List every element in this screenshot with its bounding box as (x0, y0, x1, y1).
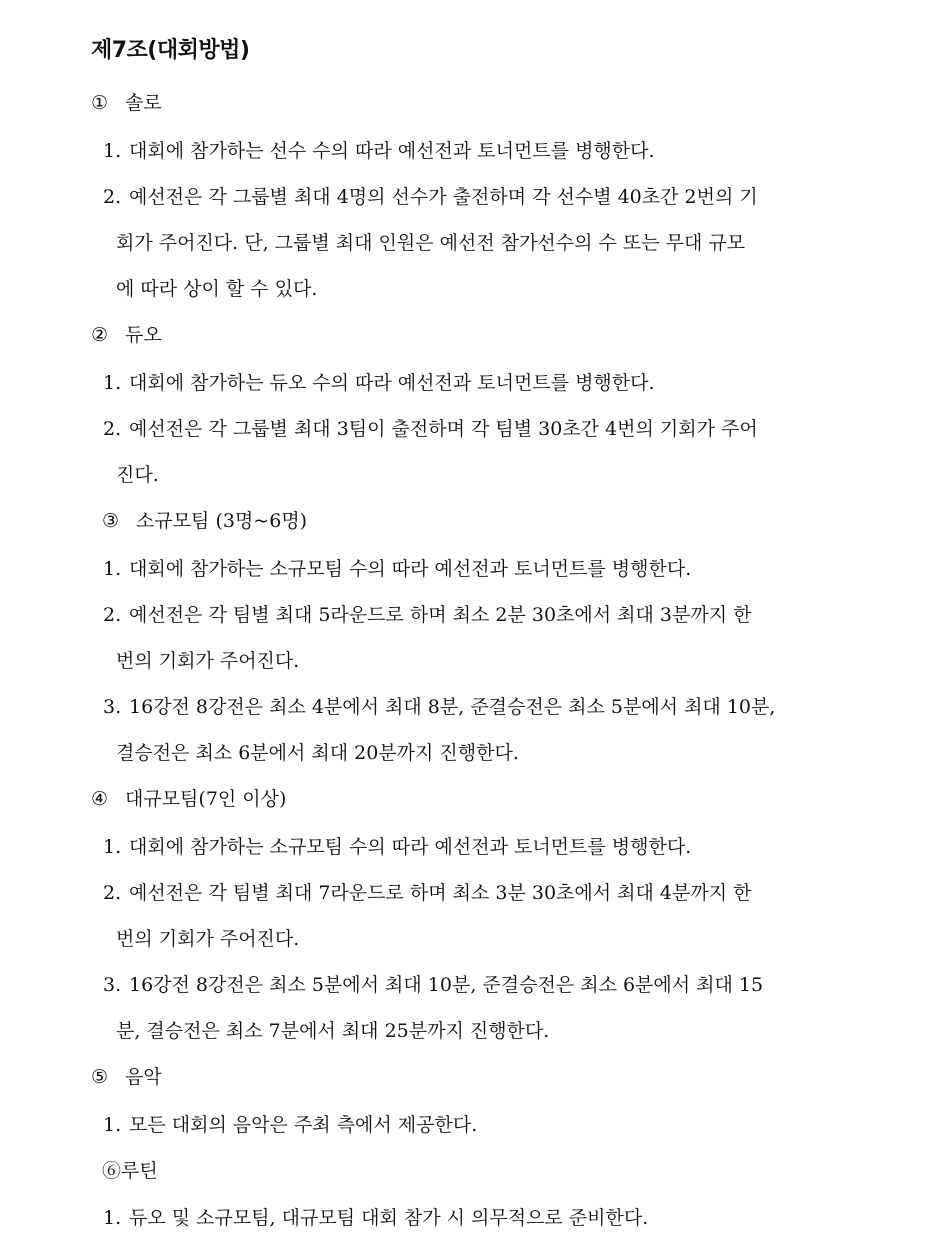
item-text-continued: 진다. (116, 464, 159, 486)
item-number: 1. (103, 1207, 122, 1229)
item-text: 모든 대회의 음악은 주최 측에서 제공한다. (129, 1114, 478, 1136)
item-text: 16강전 8강전은 최소 4분에서 최대 8분, 준결승전은 최소 5분에서 최대 10분, (129, 696, 776, 718)
list-item (103, 136, 655, 163)
item-number: 1. (103, 1114, 122, 1136)
item-text-continued: 번의 기회가 주어진다. (116, 928, 300, 950)
item-text-continued: 결승전은 최소 6분에서 최대 20분까지 진행한다. (116, 742, 519, 764)
article-title: 제7조(대회방법) (91, 38, 250, 63)
item-number: 1. (103, 372, 122, 394)
section-mark: ⑥ (102, 1160, 122, 1182)
item-number: 2. (103, 418, 122, 440)
item-text: 듀오 및 소규모팀, 대규모팀 대회 참가 시 의무적으로 준비한다. (129, 1207, 649, 1229)
item-text: 예선전은 각 팀별 최대 7라운드로 하며 최소 3분 30초에서 최대 4분까지 한 (129, 882, 752, 904)
list-item (103, 832, 691, 859)
section-title: 음악 (125, 1066, 162, 1088)
section-title: 듀오 (125, 324, 162, 346)
list-item (103, 1203, 648, 1230)
item-text: 예선전은 각 그룹별 최대 3팀이 출전하며 각 팀별 30초간 4번의 기회가 주어 (129, 418, 758, 440)
item-number: 1. (103, 140, 122, 162)
item-number: 2. (103, 186, 122, 208)
list-item (103, 414, 758, 441)
list-item (103, 554, 691, 581)
item-text-continued: 분, 결승전은 최소 7분에서 최대 25분까지 진행한다. (116, 1020, 550, 1042)
item-text-continued: 회가 주어진다. 단, 그룹별 최대 인원은 예선전 참가선수의 수 또는 무대 규모 (116, 232, 746, 254)
section-heading-routine (102, 1156, 158, 1183)
item-text: 대회에 참가하는 소규모팀 수의 따라 예선전과 토너먼트를 병행한다. (129, 836, 692, 858)
section-mark: ⑤ (91, 1066, 109, 1088)
section-mark: ③ (102, 510, 120, 532)
list-item (103, 600, 751, 627)
item-text: 대회에 참가하는 소규모팀 수의 따라 예선전과 토너먼트를 병행한다. (129, 558, 692, 580)
item-number: 3. (103, 974, 122, 996)
list-item (103, 878, 751, 905)
section-heading-duo (91, 320, 162, 347)
section-title: 루틴 (121, 1160, 158, 1182)
section-title: 솔로 (125, 92, 162, 114)
item-number: 3. (103, 696, 122, 718)
item-number: 1. (103, 558, 122, 580)
item-text: 예선전은 각 팀별 최대 5라운드로 하며 최소 2분 30초에서 최대 3분까지 한 (129, 604, 752, 626)
section-mark: ② (91, 324, 109, 346)
section-title: 소규모팀 (3명~6명) (136, 510, 308, 532)
item-text: 대회에 참가하는 듀오 수의 따라 예선전과 토너먼트를 병행한다. (129, 372, 655, 394)
section-heading-small-team (102, 506, 307, 533)
list-item (103, 182, 758, 209)
item-number: 2. (103, 604, 122, 626)
item-text-continued: 에 따라 상이 할 수 있다. (116, 278, 318, 300)
item-number: 1. (103, 836, 122, 858)
section-heading-large-team (91, 784, 286, 811)
section-title: 대규모팀(7인 이상) (125, 788, 287, 810)
list-item (103, 970, 763, 997)
item-number: 2. (103, 882, 122, 904)
list-item (103, 1110, 477, 1137)
item-text: 예선전은 각 그룹별 최대 4명의 선수가 출전하며 각 선수별 40초간 2번의 기 (129, 186, 758, 208)
item-text: 16강전 8강전은 최소 5분에서 최대 10분, 준결승전은 최소 6분에서 최대 15 (129, 974, 764, 996)
section-mark: ① (91, 92, 109, 114)
list-item (103, 692, 775, 719)
item-text: 대회에 참가하는 선수 수의 따라 예선전과 토너먼트를 병행한다. (129, 140, 655, 162)
section-heading-solo (91, 88, 162, 115)
section-heading-music (91, 1062, 162, 1089)
item-text-continued: 번의 기회가 주어진다. (116, 650, 300, 672)
list-item (103, 368, 655, 395)
section-mark: ④ (91, 788, 109, 810)
